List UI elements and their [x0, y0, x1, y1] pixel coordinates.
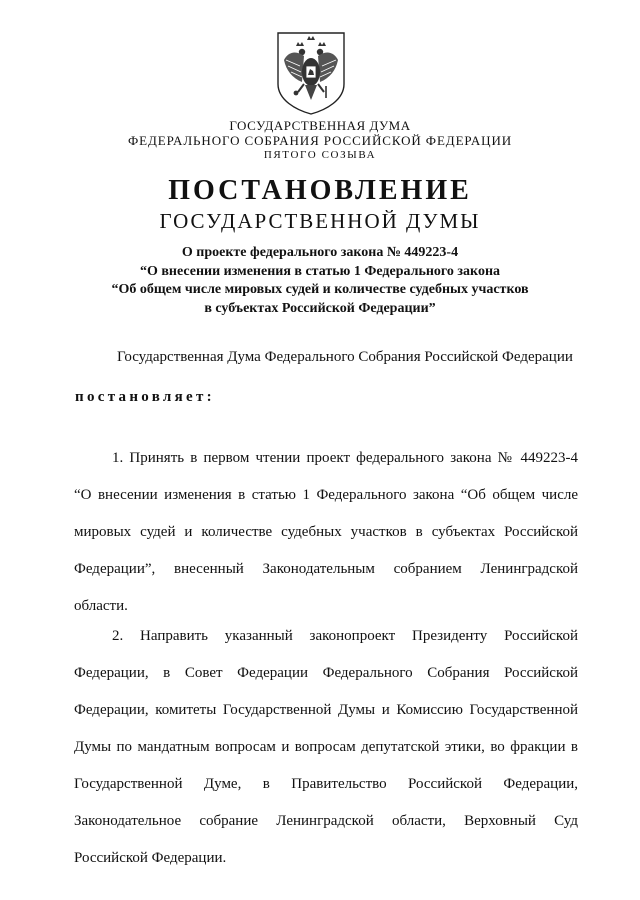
issuer-header — [0, 118, 640, 163]
title-line: “Об общем числе мировых судей и количестве судебных участков — [111, 282, 529, 297]
paragraph-line: Федерации”, внесенный Законодательным собранием Ленинградской — [74, 561, 578, 577]
document-title — [0, 244, 640, 318]
title-line: “О внесении изменения в статью 1 Федерального закона — [139, 263, 501, 279]
paragraph-line: 1. Принять в первом чтении проект федерального закона № 449223-4 — [112, 450, 578, 466]
document-type: ПОСТАНОВЛЕНИЕ — [168, 175, 472, 206]
paragraph-line: Федерации, в Совет Федерации Федерального Собрания Российской — [74, 665, 578, 681]
issuer-line-3: ПЯТОГО СОЗЫВА — [263, 149, 377, 161]
intro-text: Государственная Дума Федерального Собрания Российской Федерации — [117, 349, 573, 365]
paragraph-line: Государственной Думе, в Правительство Российской Федерации, — [74, 776, 578, 792]
issuer-line-1: ГОСУДАРСТВЕННАЯ ДУМА — [229, 118, 411, 133]
document-subtype: ГОСУДАРСТВЕННОЙ ДУМЫ — [159, 209, 481, 233]
paragraph-line: Думы по мандатным вопросам и вопросам депутатской этики, во фракции в — [74, 739, 578, 755]
paragraph-1 — [74, 448, 578, 633]
issuer-line-2: ФЕДЕРАЛЬНОГО СОБРАНИЯ РОССИЙСКОЙ ФЕДЕРАЦИИ — [127, 133, 513, 148]
paragraph-line: 2. Направить указанный законопроект Президенту Российской — [112, 628, 578, 644]
russian-coat-of-arms-icon — [274, 30, 348, 116]
paragraph-line: мировых судей и количестве судебных участков в субъектах Российской — [74, 524, 578, 540]
title-line: в субъектах Российской Федерации” — [204, 300, 436, 316]
paragraph-line: Законодательное собрание Ленинградской области, Верховный Суд — [74, 813, 578, 829]
paragraph-2 — [74, 626, 578, 885]
title-line: О проекте федерального закона № 449223-4 — [181, 245, 459, 260]
paragraph-line: Федерации, комитеты Государственной Думы и Комиссию Государственной — [74, 702, 578, 718]
paragraph-line: Российской Федерации. — [74, 850, 227, 866]
decree-word: постановляет: — [75, 389, 215, 405]
paragraph-line: “О внесении изменения в статью 1 Федерального закона “Об общем числе — [74, 487, 578, 503]
paragraph-line: области. — [74, 598, 128, 614]
